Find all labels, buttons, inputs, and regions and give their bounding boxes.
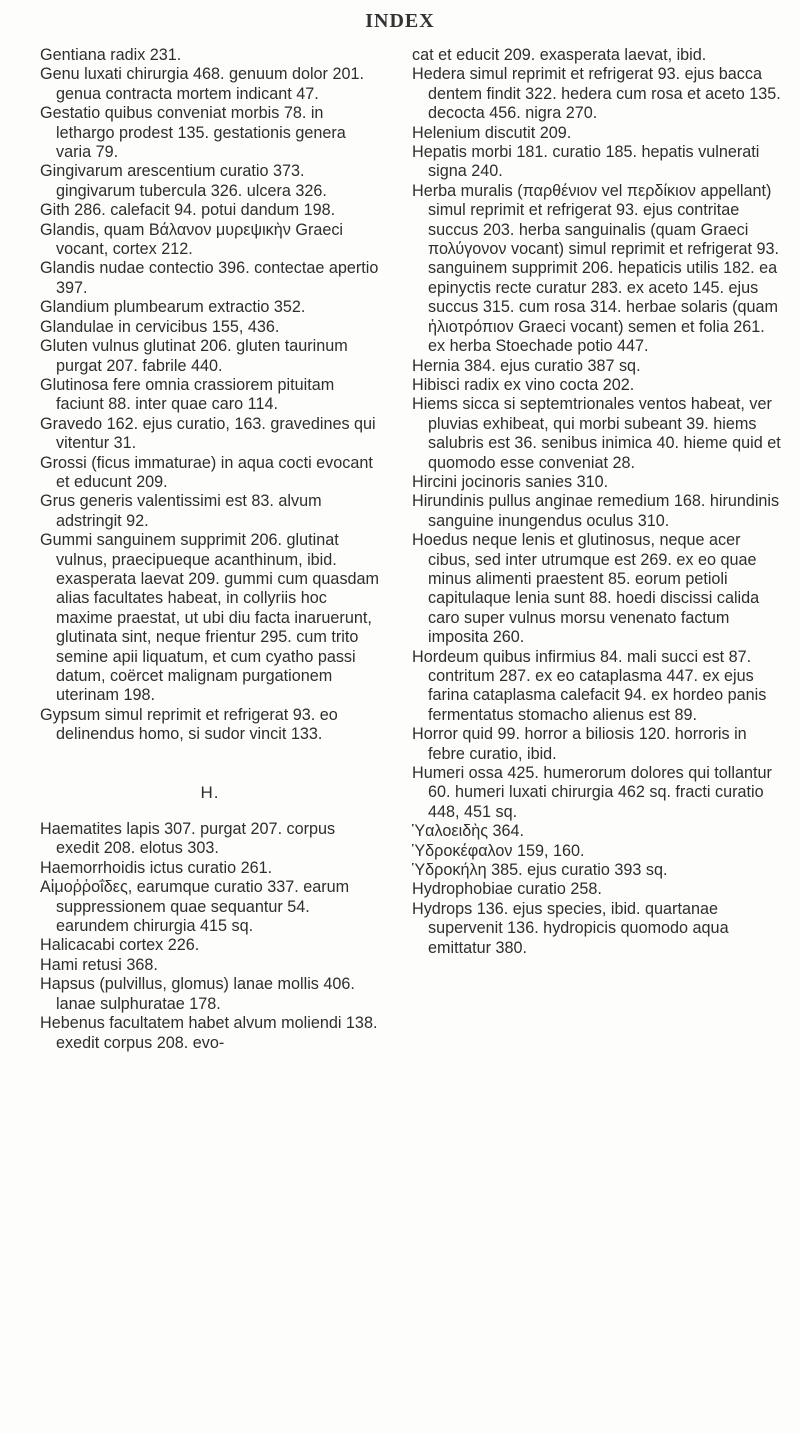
index-entry: Αἱμοῤῥοΐδες, earumque curatio 337. earum suppressionem quae sequantur 54. earundem chirurgia 415 sq.: [40, 878, 350, 936]
index-entry: Gestatio quibus conveniat morbis 78. in lethargo prodest 135. gestationis genera varia 79.: [40, 104, 346, 162]
index-entry: Hapsus (pulvillus, glomus) lanae mollis 406. lanae sulphuratae 178.: [40, 975, 355, 1013]
index-entry: Glandulae in cervicibus 155, 436.: [40, 317, 280, 336]
index-entry: Hepatis morbi 181. curatio 185. hepatis vulnerati signa 240.: [412, 143, 760, 181]
index-entry: Hibisci radix ex vino cocta 202.: [412, 375, 635, 394]
index-entry: Hoedus neque lenis et glutinosus, neque acer cibus, sed inter utrumque est 269. ex eo quae minus alimenti praestent 85. eorum petioli capitulaque lenia sunt 88. hoedi discissi calida caro super vulnus morsu venenato factum imposita 260.: [412, 531, 760, 647]
index-entry: Haemorrhoidis ictus curatio 261.: [40, 858, 273, 877]
index-entry: Glandium plumbearum extractio 352.: [40, 298, 306, 317]
index-entry: Ὑδροκήλη 385. ejus curatio 393 sq.: [412, 861, 668, 880]
left-column: [40, 46, 380, 1053]
index-entry: Hernia 384. ejus curatio 387 sq.: [412, 356, 641, 375]
index-entry: Glandis nudae contectio 396. contectae apertio 397.: [40, 259, 379, 297]
index-entry: Hiems sicca si septemtrionales ventos habeat, ver pluvias exhibeat, qui morbi subeant 39. hiems salubris est 36. senibus inimica 40. hieme quid et quomodo esse conveniat 28.: [412, 395, 781, 472]
index-entry: Horror quid 99. horror a biliosis 120. horroris in febre curatio, ibid.: [412, 725, 747, 763]
index-entry: Gluten vulnus glutinat 206. gluten taurinum purgat 207. fabrile 440.: [40, 337, 348, 375]
index-entry: Hedera simul reprimit et refrigerat 93. ejus bacca dentem findit 322. hedera cum rosa et aceto 135. decocta 456. nigra 270.: [412, 65, 781, 123]
index-entry: Gravedo 162. ejus curatio, 163. gravedines qui vitentur 31.: [40, 414, 376, 453]
index-entry: Herba muralis (παρθένιον vel περδίκιον appellant) simul reprimit et refrigerat 93. ejus contritae succus 203. herba sanguinalis (quam Graeci πολύγονον vocant) simul reprimit et refrigerat 93. sanguinem supprimit 206. hepaticis utilis 182. ea epinyctis recte curatur 283. ex aceto 145. ejus succus 315. cum rosa 314. herbae solaris (quam ἡλιοτρόπιον Graeci vocant) semen et folia 261. ex herba Stoechade potio 447.: [412, 181, 780, 356]
index-entry: Gummi sanguinem supprimit 206. glutinat vulnus, praecipueque acanthinum, ibid. exasperata laevat 209. gummi cum quasdam alias facultates habeat, in collyriis hoc maxime praestat, ut ubi diu facta inaruerunt, glutinata sint, neque frientur 295. cum trito semine apii liquatum, et cum cyatho passi datum, coërcet malignam purgationem uterinam 198.: [40, 531, 380, 705]
index-entry: Glutinosa fere omnia crassiorem pituitam faciunt 88. inter quae caro 114.: [40, 375, 335, 414]
index-entry: Gith 286. calefacit 94. potui dandum 198.: [40, 201, 336, 220]
index-entry: Hordeum quibus infirmius 84. mali succi est 87. contritum 287. ex eo cataplasma 447. ex ejus farina cataplasma calefacit 94. ex hordeo panis fermentatus stomacho alienus est 89.: [412, 647, 767, 724]
index-entry: Humeri ossa 425. humerorum dolores qui tollantur 60. humeri luxati chirurgia 462 sq. fracti curatio 448, 451 sq.: [412, 764, 772, 821]
index-entries-h: [40, 820, 380, 1053]
index-entry: Hirundinis pullus anginae remedium 168. hirundinis sanguine inungendus oculus 310.: [412, 492, 780, 530]
index-entry: Gingivarum arescentium curatio 373. gingivarum tubercula 326. ulcera 326.: [40, 162, 327, 200]
right-column: [412, 46, 782, 958]
index-entry: Ὑαλοειδὴς 364.: [412, 822, 525, 841]
index-entry: Hami retusi 368.: [40, 955, 158, 974]
index-entry: Haematites lapis 307. purgat 207. corpus exedit 208. elotus 303.: [40, 820, 336, 858]
index-entry: Hydrophobiae curatio 258.: [412, 880, 602, 899]
index-entries-h-continued: [412, 46, 782, 958]
index-entry: Glandis, quam Βάλανον μυρεψικὴν Graeci vocant, cortex 212.: [40, 220, 344, 259]
index-entry: Gentiana radix 231.: [40, 46, 182, 64]
index-entry: Gypsum simul reprimit et refrigerat 93. eo delinendus homo, si sudor vincit 133.: [40, 705, 338, 744]
index-entry: Hydrops 136. ejus species, ibid. quartanae supervenit 136. hydropicis quomodo aqua emittatur 380.: [412, 899, 729, 957]
index-entry: cat et educit 209. exasperata laevat, ibid.: [412, 46, 707, 64]
index-entry: Grus generis valentissimi est 83. alvum adstringit 92.: [40, 492, 322, 530]
index-entry: Ὑδροκέφαλον 159, 160.: [412, 841, 585, 860]
index-entry: Hircini jocinoris sanies 310.: [412, 472, 609, 491]
section-gap: [40, 745, 380, 783]
index-entry: Helenium discutit 209.: [412, 123, 572, 142]
index-entry: Halicacabi cortex 226.: [40, 936, 200, 955]
section-letter-h: H.: [200, 782, 220, 802]
index-entries-g: [40, 46, 380, 745]
index-entry: Grossi (ficus immaturae) in aqua cocti evocant et educunt 209.: [40, 453, 373, 491]
page-title: INDEX: [365, 10, 435, 32]
index-entry: Hebenus facultatem habet alvum moliendi 138. exedit corpus 208. evo-: [40, 1014, 378, 1052]
index-entry: Genu luxati chirurgia 468. genuum dolor 201. genua contracta mortem indicant 47.: [40, 65, 364, 103]
